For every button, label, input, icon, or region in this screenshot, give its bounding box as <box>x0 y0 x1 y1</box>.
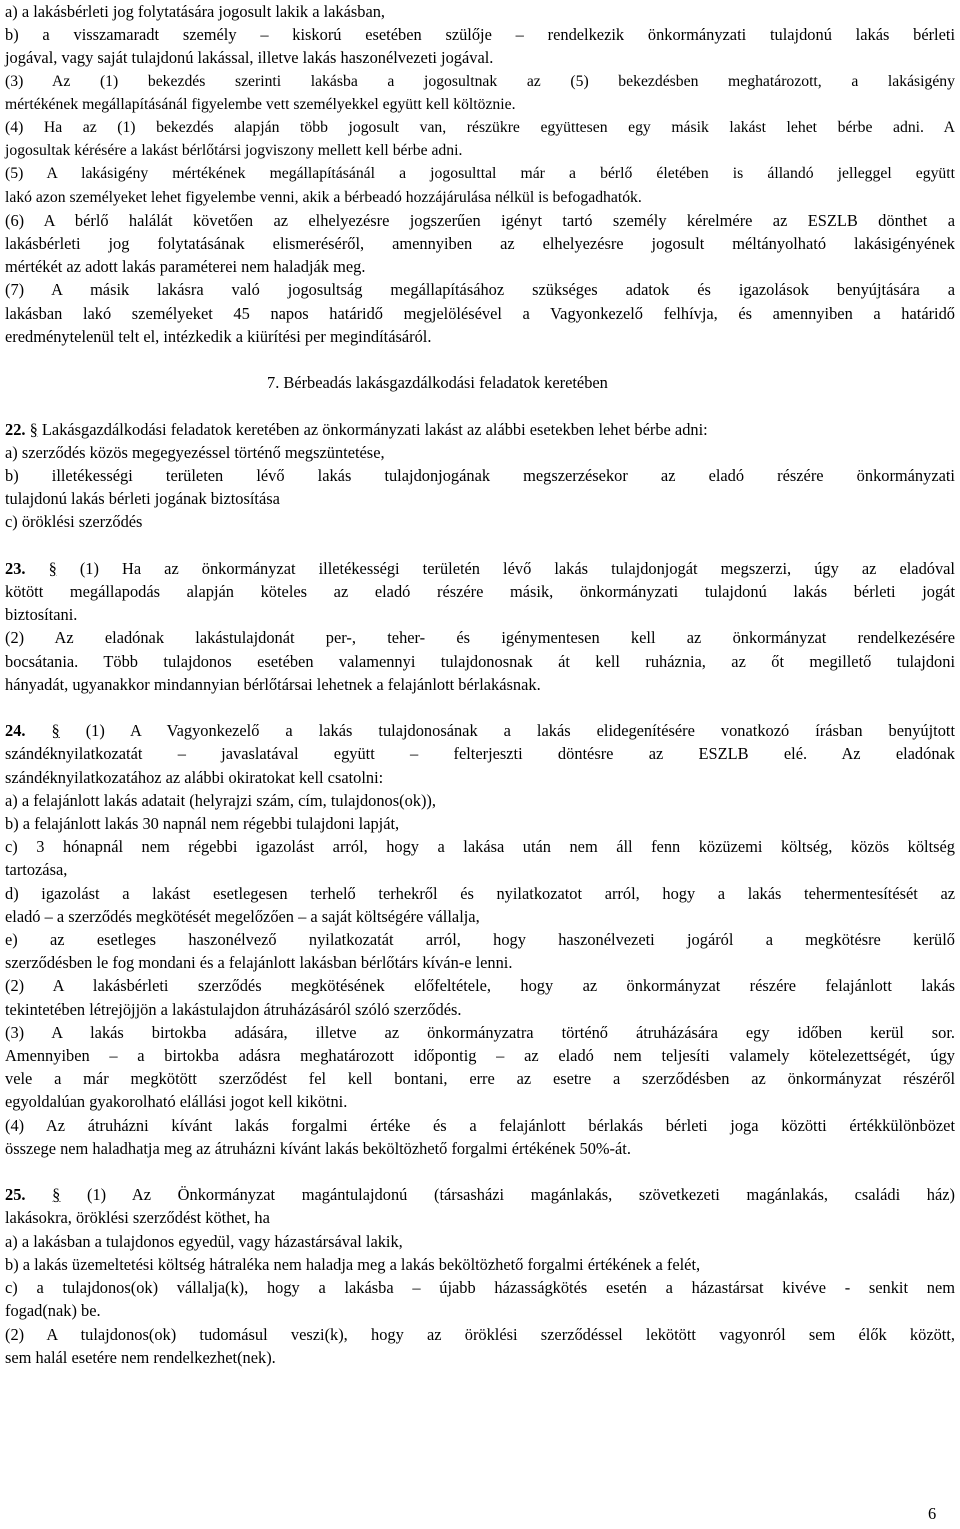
line-text: hányadát, ugyanakkor mindannyian bérlőtársai lehetnek a felajánlott bérlakásnak. <box>5 674 541 694</box>
line-text: tartozása, <box>5 860 68 880</box>
line-text: Amennyiben – a birtokba adásra meghatározott időpontig – az eladó nem teljesíti valamely kötelezettségét, úgy <box>5 1046 955 1066</box>
line-text: b) a lakás üzemeltetési költség hátraléka nem haladja meg a lakás beköltözhető forgalmi értékének a felét, <box>5 1254 701 1274</box>
line-text: jogosultak kérésére a lakást bérlőtársi jogviszony mellett kell bérbe adni. <box>5 142 463 160</box>
text-line <box>5 951 955 974</box>
text-line <box>5 1021 955 1044</box>
line-text: b) a felajánlott lakás 30 napnál nem régebbi tulajdoni lapját, <box>5 814 400 834</box>
line-text: (7) A másik lakásra való jogosultság megállapításához szükséges adatok és igazolások benyújtására a <box>5 280 955 300</box>
text-line <box>5 835 955 858</box>
blank-line <box>5 348 955 371</box>
text-line <box>5 998 955 1021</box>
blank-line <box>5 1160 955 1183</box>
line-text: sem halál esetére nem rendelkezhet(nek). <box>5 1347 276 1367</box>
line-text: e) az esetleges haszonélvező nyilatkozatát arról, hogy haszonélvezeti jogáról a megkötésre kerülő <box>5 930 955 950</box>
line-text: tulajdonú lakás bérleti jogának biztosítása <box>5 489 280 509</box>
text-line <box>5 719 955 742</box>
text-line <box>5 673 955 696</box>
text-line <box>5 441 955 464</box>
text-line <box>5 905 955 928</box>
line-text: lakásbérleti jog folytatásának elismeréséről, amennyiben az elhelyezésre jogosult méltányolható lakásigényének <box>5 234 955 254</box>
paragraph-number: 23. <box>5 558 26 578</box>
line-text: (3) Az (1) bekezdés szerinti lakásba a jogosultnak az (5) bekezdésben meghatározott, a lakásigény <box>5 72 955 90</box>
blank-line <box>5 394 955 417</box>
line-text: (4) Az átruházni kívánt lakás forgalmi értéke és a felajánlott bérlakás bérleti joga közötti értékkülönbözet <box>5 1115 955 1135</box>
line-text: b) illetékességi területen lévő lakás tulajdonjogának megszerzésekor az eladó részére önkormányzati <box>5 466 955 486</box>
text-line <box>5 858 955 881</box>
paragraph-number: 25. <box>5 1185 26 1205</box>
page-number: 6 <box>928 1504 937 1523</box>
line-text: Lakásgazdálkodási feladatok keretében az önkormányzati lakást az alábbi esetekben lehet bérbe adni: <box>37 419 708 439</box>
line-text: d) igazolást a lakást esetlegesen terhelő terhekről és nyilatkozatot arról, hogy a lakás tehermentesítését az <box>5 883 955 903</box>
text-line <box>5 974 955 997</box>
text-line <box>5 278 955 301</box>
document-page <box>5 0 955 1369</box>
line-text: lakásban lakó személyeket 45 napos határidő megjelölésével a Vagyonkezelő felhívja, és amennyiben a határidő <box>5 303 955 323</box>
blank-line <box>5 696 955 719</box>
line-text: egyoldalúan gyakorolható elállási jogot kell kikötni. <box>5 1092 348 1112</box>
text-line <box>5 580 955 603</box>
line-text: összege nem haladhatja meg az átruházni kívánt lakás beköltözhető forgalmi értékének 50%-át. <box>5 1138 631 1158</box>
line-text: lakó azon személyeket lehet figyelembe venni, akik a bérbeadó hozzájárulása nélkül is befogadhatók. <box>5 188 642 206</box>
text-line <box>5 1346 955 1369</box>
line-text: (3) A lakás birtokba adására, illetve az önkormányzatra történő átruházására egy időben kerül sor. <box>5 1022 955 1042</box>
line-text: (6) A bérlő halálát követően az elhelyezésre jogszerűen igényt tartó személy kérelmére az ESZLB dönthet a <box>5 210 955 230</box>
section-heading <box>5 371 955 394</box>
text-line <box>5 1183 955 1206</box>
line-text: (2) A tulajdonos(ok) tudomásul veszi(k), hogy az öröklési szerződéssel lekötött vagyonról sem élők között, <box>5 1324 955 1344</box>
line-text: eladó – a szerződés megkötését megelőzően – a saját költségére vállalja, <box>5 906 480 926</box>
text-line <box>5 232 955 255</box>
line-text: (1) A Vagyonkezelő a lakás tulajdonosának a lakás elidegenítésére vonatkozó írásban benyújtott <box>59 721 955 741</box>
line-text: mértékének megállapításánál figyelembe vett személyekkel együtt kell költöznie. <box>5 95 516 113</box>
line-text: kötött megállapodás alapján köteles az eladó részére másik, önkormányzati tulajdonú lakás bérleti jogát <box>5 582 955 602</box>
section-sign: § <box>48 558 57 578</box>
text-line <box>5 464 955 487</box>
text-line <box>5 742 955 765</box>
text-line <box>5 812 955 835</box>
line-text: vele a már megkötött szerződést fel kell bontani, erre az esetre a szerződésben az önkormányzat részéről <box>5 1069 955 1089</box>
text-line <box>5 1276 955 1299</box>
line-text: (1) Ha az önkormányzat illetékességi területén lévő lakás tulajdonjogát megszerzi, úgy az eladóval <box>56 558 955 578</box>
line-text: a) a lakásbérleti jog folytatására jogosult lakik a lakásban, <box>5 2 386 21</box>
line-text: mértékét az adott lakás paraméterei nem haladják meg. <box>5 257 366 277</box>
text-line <box>5 1323 955 1346</box>
line-text: a) a felajánlott lakás adatait (helyrajzi szám, cím, tulajdonos(ok)), <box>5 790 436 810</box>
text-line <box>5 1253 955 1276</box>
section-sign: § <box>29 419 38 439</box>
text-line <box>5 325 955 348</box>
text-line <box>5 789 955 812</box>
line-text: c) 3 hónapnál nem régebbi igazolást arról, hogy a lakása után nem áll fenn közüzemi költség, közös költség <box>5 837 955 857</box>
text-line <box>5 209 955 232</box>
text-line <box>5 70 955 93</box>
line-text: tekintetében létrejöjjön a lakástulajdon átruházásáról szóló szerződés. <box>5 999 462 1019</box>
line-text: b) a visszamaradt személy – kiskorú esetében szülője – rendelkezik önkormányzati tulajdonú lakás bérleti <box>5 25 955 45</box>
line-text: (4) Ha az (1) bekezdés alapján több jogosult van, részükre együttesen egy másik lakást lehet bérbe adni. A <box>5 119 955 137</box>
line-text: a) a lakásban a tulajdonos egyedül, vagy házastársával lakik, <box>5 1231 403 1251</box>
line-text: eredménytelenül telt el, intézkedik a kiürítési per megindításáról. <box>5 326 432 346</box>
text-line <box>5 1230 955 1253</box>
line-text: fogad(nak) be. <box>5 1301 101 1321</box>
text-line <box>5 255 955 278</box>
section-sign: § <box>51 721 60 741</box>
text-line <box>5 23 955 46</box>
line-text: szándéknyilatkozatát – javaslatával együtt – felterjeszti döntésre az ESZLB elé. Az eladónak <box>5 744 955 764</box>
text-line <box>5 1044 955 1067</box>
line-text: c) a tulajdonos(ok) vállalja(k), hogy a lakásba – újabb házasságkötés esetén a házastársat kivéve - senkit nem <box>5 1278 955 1298</box>
line-text: c) öröklési szerződés <box>5 512 143 532</box>
line-text: (2) A lakásbérleti szerződés megkötésének előfeltétele, hogy az önkormányzat részére felajánlott lakás <box>5 976 955 996</box>
text-line <box>5 1206 955 1229</box>
text-line <box>5 603 955 626</box>
line-text: jogával, vagy saját tulajdonú lakással, illetve lakás haszonélvezeti jogával. <box>5 48 494 68</box>
line-text: (5) A lakásigény mértékének megállapításánál a jogosulttal már a bérlő életében is állandó jelleggel együtt <box>5 165 955 183</box>
text-line <box>5 928 955 951</box>
line-text: lakásokra, öröklési szerződést köthet, ha <box>5 1208 270 1228</box>
line-text: biztosítani. <box>5 605 78 625</box>
text-line <box>5 650 955 673</box>
text-line <box>5 418 955 441</box>
text-line <box>5 162 955 185</box>
text-line <box>5 510 955 533</box>
text-line <box>5 487 955 510</box>
text-line <box>5 557 955 580</box>
text-line <box>5 93 955 116</box>
text-line <box>5 1299 955 1322</box>
text-line <box>5 1067 955 1090</box>
text-line <box>5 139 955 162</box>
line-text: bocsátania. Több tulajdonos esetében valamennyi tulajdonosnak át kell ruháznia, az őt megillető tulajdoni <box>5 651 955 671</box>
blank-line <box>5 534 955 557</box>
text-line <box>5 1137 955 1160</box>
text-line <box>5 766 955 789</box>
line-text: szándéknyilatkozatához az alábbi okiratokat kell csatolni: <box>5 767 384 787</box>
text-line <box>5 46 955 69</box>
line-text: (2) Az eladónak lakástulajdonát per-, teher- és igénymentesen kell az önkormányzat rendelkezésére <box>5 628 955 648</box>
line-text: (1) Az Önkormányzat magántulajdonú (társasházi magánlakás, szövetkezeti magánlakás, családi ház) <box>60 1185 956 1205</box>
text-line <box>5 116 955 139</box>
text-line <box>5 186 955 209</box>
text-line <box>5 626 955 649</box>
section-sign: § <box>52 1185 61 1205</box>
text-line <box>5 1114 955 1137</box>
paragraph-number: 22. <box>5 419 26 439</box>
text-line <box>5 882 955 905</box>
text-line <box>5 0 955 23</box>
line-text: 7. Bérbeadás lakásgazdálkodási feladatok keretében <box>267 373 608 393</box>
text-line <box>5 302 955 325</box>
line-text: szerződésben le fog mondani és a felajánlott lakásban bérlőtárs kíván-e lenni. <box>5 953 513 973</box>
text-line <box>5 1090 955 1113</box>
paragraph-number: 24. <box>5 721 26 741</box>
line-text: a) szerződés közös megegyezéssel történő megszüntetése, <box>5 442 385 462</box>
